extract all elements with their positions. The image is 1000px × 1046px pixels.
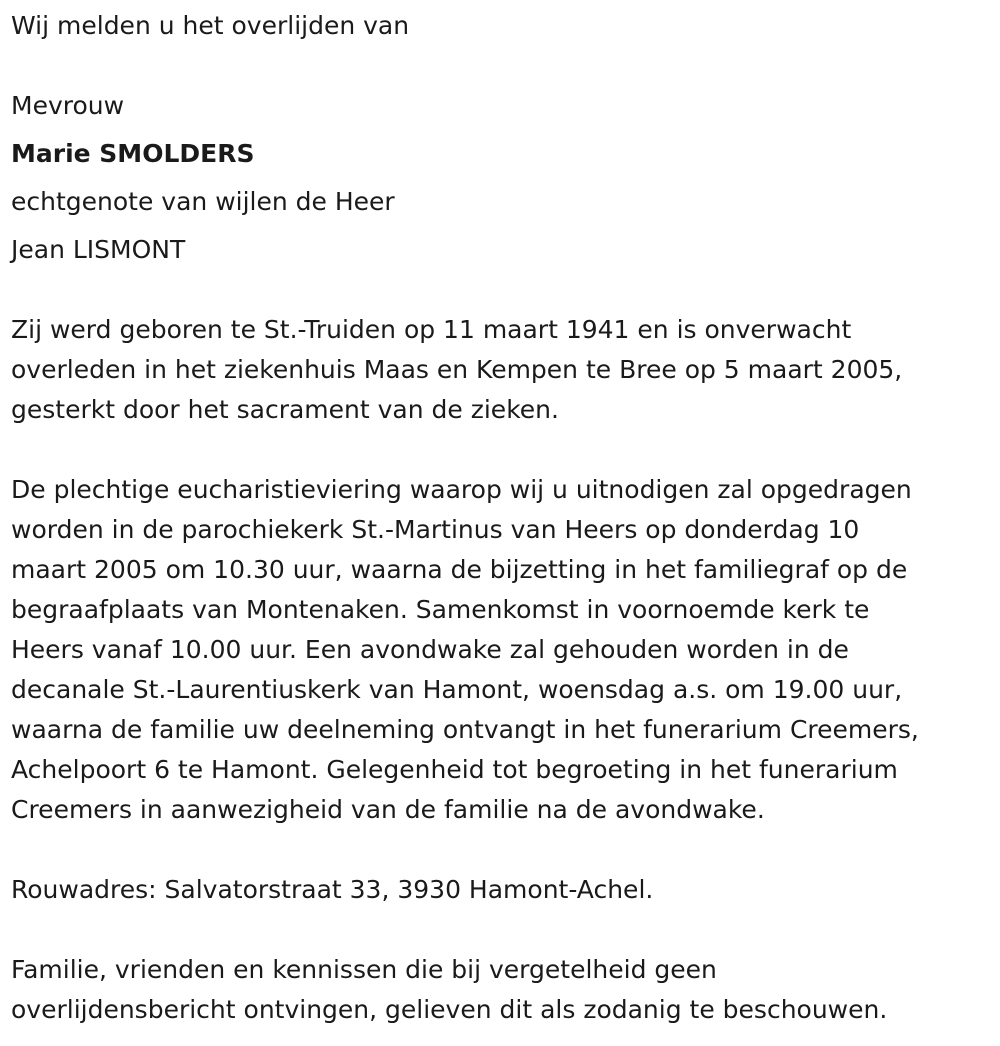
salutation: Mevrouw xyxy=(11,91,125,120)
birth-line: gesterkt door het sacrament van de zieken. xyxy=(11,395,559,424)
ceremony-line: Achelpoort 6 te Hamont. Gelegenheid tot begroeting in het funerarium xyxy=(11,755,898,784)
mourning-address: Rouwadres: Salvatorstraat 33, 3930 Hamont-Achel. xyxy=(11,875,654,904)
intro-line: Wij melden u het overlijden van xyxy=(11,11,410,40)
ceremony-line: waarna de familie uw deelneming ontvangt in het funerarium Creemers, xyxy=(11,715,919,744)
ceremony-line: Creemers in aanwezigheid van de familie na de avondwake. xyxy=(11,795,765,824)
deceased-name: Marie SMOLDERS xyxy=(11,139,255,168)
ceremony-line: decanale St.-Laurentiuskerk van Hamont, woensdag a.s. om 19.00 uur, xyxy=(11,675,903,704)
ceremony-line: maart 2005 om 10.30 uur, waarna de bijzetting in het familiegraf op de xyxy=(11,555,908,584)
birth-line: Zij werd geboren te St.-Truiden op 11 maart 1941 en is onverwacht xyxy=(11,315,852,344)
relation-line: echtgenote van wijlen de Heer xyxy=(11,187,395,216)
ceremony-line: Heers vanaf 10.00 uur. Een avondwake zal gehouden worden in de xyxy=(11,635,849,664)
ceremony-line: De plechtige eucharistieviering waarop wij u uitnodigen zal opgedragen xyxy=(11,475,912,504)
ceremony-line: begraafplaats van Montenaken. Samenkomst in voornoemde kerk te xyxy=(11,595,870,624)
closing-line: Familie, vrienden en kennissen die bij vergetelheid geen xyxy=(11,955,717,984)
birth-line: overleden in het ziekenhuis Maas en Kempen te Bree op 5 maart 2005, xyxy=(11,355,903,384)
ceremony-line: worden in de parochiekerk St.-Martinus van Heers op donderdag 10 xyxy=(11,515,860,544)
closing-line: overlijdensbericht ontvingen, gelieven dit als zodanig te beschouwen. xyxy=(11,995,888,1024)
spouse-name: Jean LISMONT xyxy=(11,235,186,264)
